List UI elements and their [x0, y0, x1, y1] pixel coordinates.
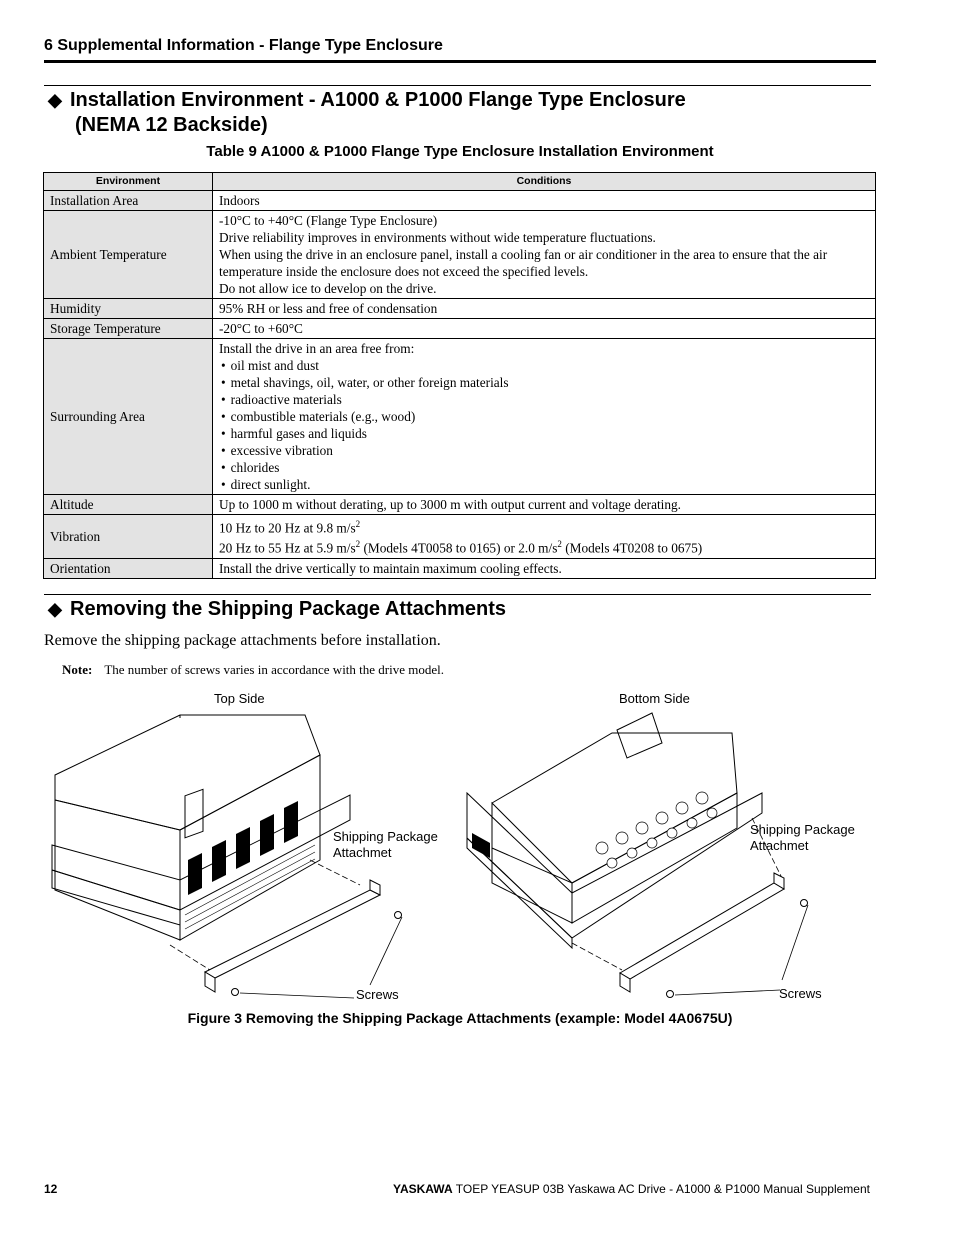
row-label: Orientation	[44, 558, 213, 578]
top-side-label: Top Side	[214, 691, 265, 706]
footer-doc-info	[393, 1182, 870, 1196]
table-header-row	[44, 173, 876, 191]
row-value: Up to 1000 m without derating, up to 3000 m with output current and voltage derating.	[213, 495, 876, 515]
doc-title: TOEP YEASUP 03B Yaskawa AC Drive - A1000 & P1000 Manual Supplement	[452, 1182, 870, 1196]
section-title-line1: Installation Environment - A1000 & P1000 Flange Type Enclosure	[70, 89, 686, 111]
section-heading-shipping	[48, 597, 506, 622]
value-line: Install the drive in an area free from:	[219, 341, 415, 356]
row-value	[213, 515, 876, 559]
row-value: Indoors	[213, 191, 876, 211]
column-header: Conditions	[213, 173, 876, 191]
attachment-label-line: Shipping Package	[750, 822, 855, 837]
column-header: Environment	[44, 173, 213, 191]
row-label: Altitude	[44, 495, 213, 515]
bullet-list	[219, 357, 869, 493]
section-rule	[44, 85, 871, 86]
row-value: Install the drive vertically to maintain maximum cooling effects.	[213, 558, 876, 578]
attachment-label-line: Attachmet	[750, 838, 809, 853]
figure-caption: Figure 3 Removing the Shipping Package Attachments (example: Model 4A0675U)	[187, 1010, 733, 1026]
table-row	[44, 191, 876, 211]
environment-table	[43, 172, 876, 579]
bottom-side-drawing	[462, 708, 872, 1008]
list-item: • oil mist and dust	[219, 357, 869, 374]
value-line: When using the drive in an enclosure panel, install a cooling fan or air conditioner in the area to ensure that the air temperature inside the enclosure does not exceed the specified levels.	[219, 247, 828, 279]
row-label: Surrounding Area	[44, 339, 213, 495]
row-label: Storage Temperature	[44, 319, 213, 339]
bottom-side-label: Bottom Side	[619, 691, 690, 706]
row-label: Humidity	[44, 299, 213, 319]
value-line	[219, 536, 869, 556]
running-head: 6 Supplemental Information - Flange Type Enclosure	[44, 37, 443, 54]
page-number: 12	[44, 1182, 58, 1196]
section-rule	[44, 594, 871, 595]
note-text: The number of screws varies in accordance with the drive model.	[104, 662, 445, 677]
table-row	[44, 211, 876, 299]
superscript: 2	[355, 539, 361, 550]
value-line: -10°C to +40°C (Flange Type Enclosure)	[219, 213, 438, 228]
attachment-label-line: Attachmet	[333, 845, 392, 860]
section-heading-installation	[48, 88, 686, 138]
list-item: • metal shavings, oil, water, or other foreign materials	[219, 374, 869, 391]
table-row	[44, 299, 876, 319]
vibration-line2c: (Models 4T0208 to 0675)	[561, 540, 703, 556]
list-item: • excessive vibration	[219, 442, 869, 459]
table-row	[44, 515, 876, 559]
row-label: Vibration	[44, 515, 213, 559]
vibration-line2a: 20 Hz to 55 Hz at 5.9 m/s	[219, 540, 356, 556]
list-item: • chlorides	[219, 459, 869, 476]
table-row	[44, 558, 876, 578]
vibration-line2b: (Models 4T0058 to 0165) or 2.0 m/s	[360, 540, 558, 556]
row-label: Ambient Temperature	[44, 211, 213, 299]
row-value: -20°C to +60°C	[213, 319, 876, 339]
header-rule	[44, 60, 876, 63]
table-row	[44, 495, 876, 515]
section-title: Removing the Shipping Package Attachments	[70, 598, 507, 620]
body-paragraph: Remove the shipping package attachments before installation.	[44, 632, 441, 649]
attachment-label-line: Shipping Package	[333, 829, 438, 844]
value-line: Do not allow ice to develop on the drive.	[219, 281, 437, 296]
diamond-bullet-icon: ◆	[48, 90, 62, 110]
superscript: 2	[557, 539, 562, 550]
value-line	[219, 516, 869, 536]
table-row	[44, 319, 876, 339]
list-item: • harmful gases and liquids	[219, 425, 869, 442]
row-value	[213, 211, 876, 299]
list-item: • combustible materials (e.g., wood)	[219, 408, 869, 425]
screws-label-left: Screws	[356, 987, 399, 1002]
screws-label-right: Screws	[779, 986, 822, 1001]
brand-name: YASKAWA	[393, 1182, 453, 1196]
note	[62, 662, 444, 678]
list-item: • radioactive materials	[219, 391, 869, 408]
row-value	[213, 339, 876, 495]
diamond-bullet-icon: ◆	[48, 599, 62, 619]
list-item: • direct sunlight.	[219, 476, 869, 493]
attachment-label-left	[333, 829, 438, 861]
value-line: Drive reliability improves in environments without wide temperature fluctuations.	[219, 230, 656, 245]
attachment-label-right	[750, 822, 855, 854]
table-caption: Table 9 A1000 & P1000 Flange Type Enclosure Installation Environment	[206, 143, 714, 160]
section-title-line2: (NEMA 12 Backside)	[75, 114, 268, 136]
row-label: Installation Area	[44, 191, 213, 211]
note-label: Note:	[62, 662, 93, 677]
vibration-line1: 10 Hz to 20 Hz at 9.8 m/s	[219, 520, 356, 536]
table-row	[44, 339, 876, 495]
superscript: 2	[355, 519, 361, 529]
row-value: 95% RH or less and free of condensation	[213, 299, 876, 319]
